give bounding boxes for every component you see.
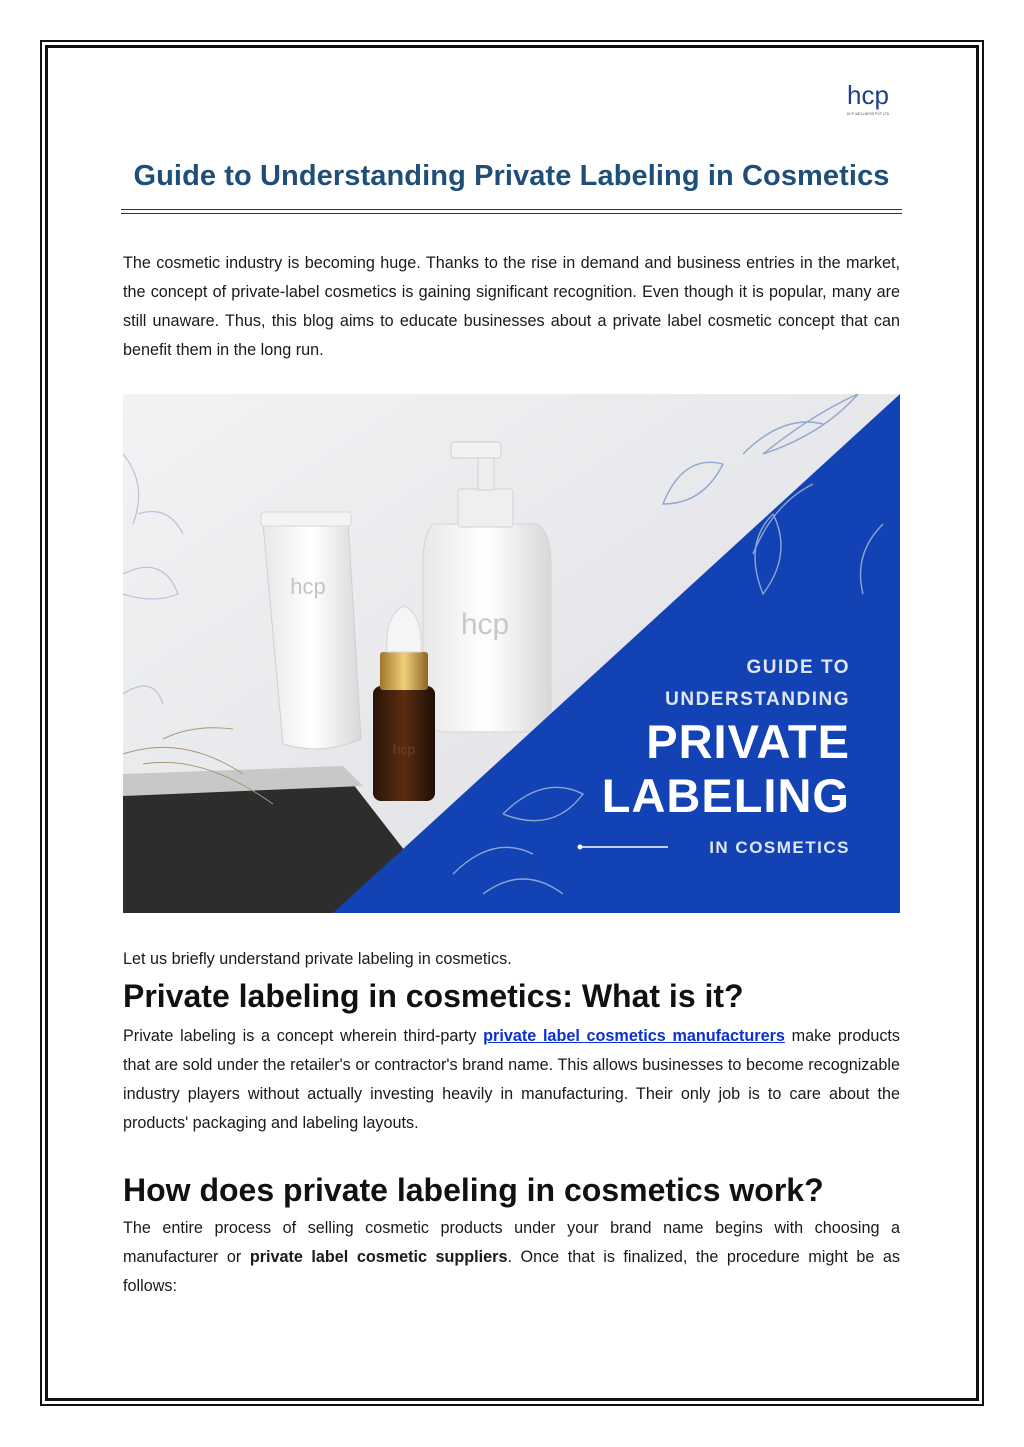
how-it-works-paragraph	[123, 1214, 900, 1301]
manufacturers-link[interactable]: private label cosmetics manufacturers	[483, 1027, 785, 1045]
svg-text:hcp: hcp	[847, 80, 889, 110]
heading-how-it-works: How does private labeling in cosmetics work?	[123, 1172, 824, 1208]
how-text-before: The entire process of selling cosmetic products under your brand name begins with choosing a manufacturer or	[123, 1219, 900, 1266]
what-is-it-paragraph	[123, 1022, 900, 1138]
how-text-after: . Once that is finalized, the procedure might be as follows:	[123, 1248, 900, 1295]
svg-text:hcp: hcp	[460, 608, 510, 641]
svg-text:HCP WELLNESS PVT LTD: HCP WELLNESS PVT LTD	[846, 112, 890, 116]
hero-banner-image	[123, 394, 900, 913]
what-text-before: Private labeling is a concept wherein third-party	[123, 1027, 484, 1045]
what-text-after: make products that are sold under the retailer's or contractor's brand name. This allows businesses to become recognizable industry players without actually investing heavily in manufacturing. Their only job is to care about the products' packaging and labeling layouts.	[123, 1027, 901, 1132]
banner-line-understanding: UNDERSTANDING	[665, 689, 850, 710]
heading-what-is-it: Private labeling in cosmetics: What is it?	[123, 978, 744, 1014]
hcp-logo	[846, 72, 890, 118]
intro-paragraph: The cosmetic industry is becoming huge. Thanks to the rise in demand and business entries in the market, the concept of private-label cosmetics is gaining significant recognition. Even though it is popular, many are still unaware. Thus, this blog aims to educate businesses about a private label cosmetic concept that can benefit them in the long run.	[123, 254, 900, 359]
banner-line-labeling: LABELING	[601, 769, 850, 822]
banner-line-guide-to: GUIDE TO	[746, 657, 850, 678]
svg-text:hcp: hcp	[290, 574, 326, 599]
title-underline	[121, 209, 902, 214]
banner-line-private: PRIVATE	[646, 715, 850, 768]
svg-text:hcp: hcp	[392, 741, 416, 757]
page-title: Guide to Understanding Private Labeling in Cosmetics	[133, 160, 890, 192]
banner-line-in-cosmetics: IN COSMETICS	[709, 838, 850, 857]
lead-sentence: Let us briefly understand private labeling in cosmetics.	[123, 950, 512, 968]
suppliers-bold-text: private label cosmetic suppliers	[249, 1248, 508, 1266]
